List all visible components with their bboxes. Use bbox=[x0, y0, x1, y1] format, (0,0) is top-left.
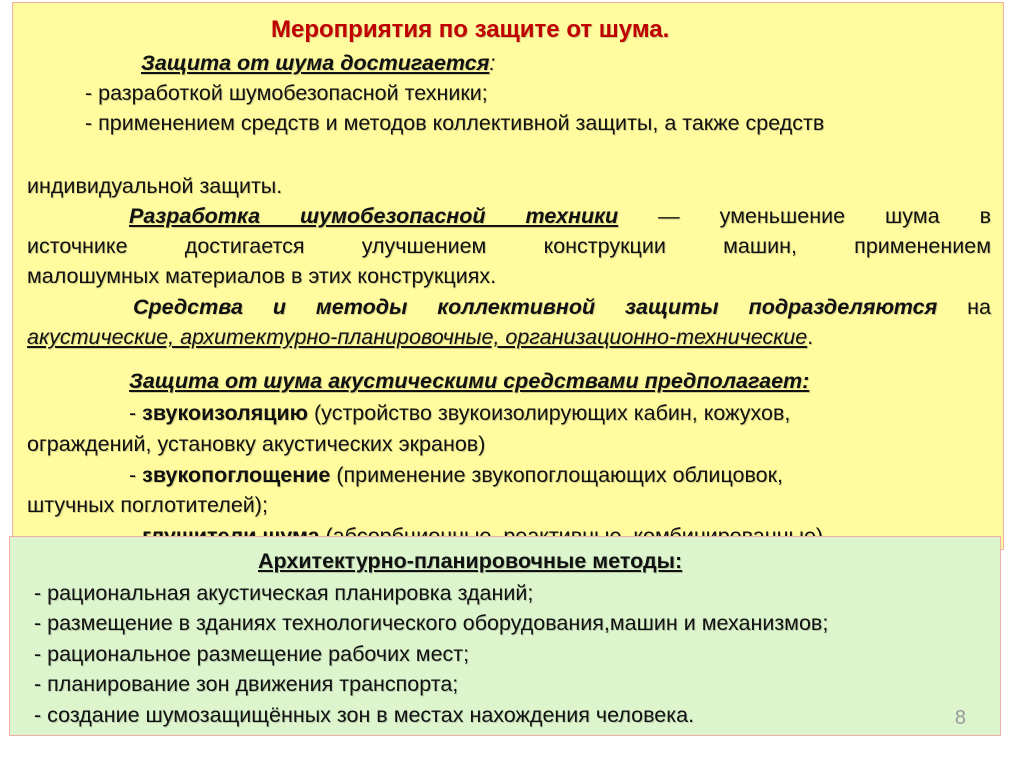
intro-item-2: - применением средств и методов коллективной защиты, а также средств bbox=[85, 111, 825, 135]
design-paragraph-line-3: малошумных материалов в этих конструкциях. bbox=[27, 264, 497, 288]
acoustic-item-1: - звукоизоляцию (устройство звукоизолирующих кабин, кожухов, bbox=[129, 401, 791, 425]
architectural-item-1: - рациональная акустическая планировка зданий; bbox=[34, 581, 534, 605]
page-number: 8 bbox=[954, 707, 966, 729]
intro-heading: Защита от шума достигается: bbox=[141, 51, 496, 75]
architectural-item-3: - рациональное размещение рабочих мест; bbox=[34, 642, 470, 666]
architectural-item-4: - планирование зон движения транспорта; bbox=[34, 672, 459, 696]
intro-item-2-cont: индивидуальной защиты. bbox=[27, 174, 283, 198]
acoustic-item-1-cont: ограждений, установку акустических экранов) bbox=[27, 432, 486, 456]
architectural-item-5: - создание шумозащищённых зон в местах нахождения человека. bbox=[34, 703, 695, 727]
acoustic-heading: Защита от шума акустическими средствами предполагает: bbox=[129, 369, 810, 393]
collective-paragraph-line-1: Средства и методы коллективной защиты подразделяются на bbox=[133, 295, 991, 319]
architectural-heading: Архитектурно-планировочные методы: bbox=[258, 549, 683, 573]
slide-title: Мероприятия по защите от шума. bbox=[271, 16, 670, 43]
collective-paragraph-line-2: акустические, архитектурно-планировочные, организационно-технические. bbox=[27, 325, 814, 349]
design-paragraph-line-1: Разработка шумобезопасной техники — уменьшение шума в bbox=[129, 204, 991, 228]
design-paragraph-line-2: источнике достигается улучшением конструкции машин, применением bbox=[27, 234, 991, 258]
acoustic-item-2: - звукопоглощение (применение звукопоглощающих облицовок, bbox=[129, 463, 783, 487]
intro-item-1: - разработкой шумобезопасной техники; bbox=[85, 81, 488, 105]
architectural-item-2: - размещение в зданиях технологического оборудования,машин и механизмов; bbox=[34, 611, 829, 635]
bottom-panel bbox=[9, 536, 1001, 736]
acoustic-item-2-cont: штучных поглотителей); bbox=[27, 493, 268, 517]
top-panel bbox=[12, 2, 1004, 550]
